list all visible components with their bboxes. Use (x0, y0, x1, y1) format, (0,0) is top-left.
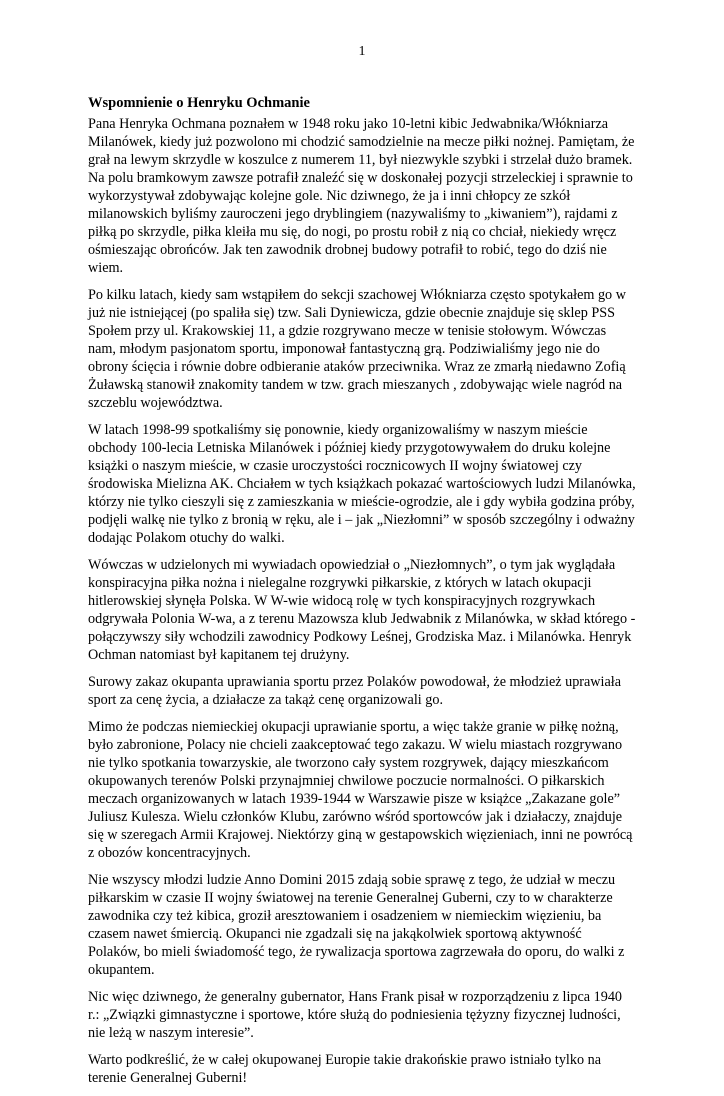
paragraph: Surowy zakaz okupanta uprawiania sportu przez Polaków powodował, że młodzież uprawiała sport za cenę życia, a działacze za takąż cenę organizowali go. (88, 674, 622, 708)
paragraph: Wówczas w udzielonych mi wywiadach opowiedział o „Niezłomnych”, o tym jak wyglądała konspiracyjna piłka nożna i nielegalne rozgrywki piłkarskie, z których w latach okupacji hitlerowskiej słynęła Polska. W W-wie widocą rolę w tych konspiracyjnych rozgrywkach odgrywała Polonia W-wa, a z terenu Mazowsza klub Jedwabnik z Milanówka, w skład którego - połączywszy siły wchodzili zawodnicy Podkowy Leśnej, Grodziska Maz. i Milanówka. Henryk Ochman natomiast był kapitanem tej drużyny. (88, 557, 636, 663)
paragraph: Nie wszyscy młodzi ludzie Anno Domini 2015 zdają sobie sprawę z tego, że udział w meczu piłkarskim w czasie II wojny światowej na terenie Generalnej Guberni, czy to w charakterze zawodnika czy też kibica, groził aresztowaniem i osadzeniem w niemieckim więzieniu, ba czasem nawet śmiercią. Okupanci nie zgadzali się na jakąkolwiek sportową aktywność Polaków, bo mieli świadomość tego, że rywalizacja sportowa zagrzewała do oporu, do walki z okupantem. (88, 872, 625, 978)
page-number: 1 (358, 44, 366, 59)
paragraph: W latach 1998-99 spotkaliśmy się ponownie, kiedy organizowaliśmy w naszym mieście obchody 100-lecia Letniska Milanówek i później kiedy przygotowywałem do druku kolejne książki o naszym mieście, w czasie uroczystości rocznicowych II wojny światowej czy środowiska Mielizna AK. Chciałem w tych książkach pokazać wartościowych ludzi Milanówka, którzy nie tylko cieszyli się z zamieszkania w mieście-ogrodzie, ale i gdy wybiła godzina próby, podjęli walkę nie tylko z bronią w ręku, ale i – jak „Niezłomni” w sposób szczególny i odważny dodając Polakom otuchy do walki. (88, 422, 636, 546)
paragraph: Warto podkreślić, że w całej okupowanej Europie takie drakońskie prawo istniało tylko na terenie Generalnej Guberni! (88, 1052, 601, 1086)
document-title: Wspomnienie o Henryku Ochmanie (88, 95, 310, 111)
paragraph: Nic więc dziwnego, że generalny gubernator, Hans Frank pisał w rozporządzeniu z lipca 1940 r.: „Związki gimnastyczne i sportowe, które służą do podniesienia tężyzny fizycznej ludności, nie leżą w naszym interesie”. (88, 989, 623, 1041)
document-body (88, 94, 636, 1096)
paragraph: Po kilku latach, kiedy sam wstąpiłem do sekcji szachowej Włókniarza często spotykałem go w już nie istniejącej (po spaliła się) tzw. Sali Dyniewicza, gdzie obecnie znajduje się sklep PSS Społem przy ul. Krakowskiej 11, a gdzie rozgrywano mecze w tenisie stołowym. Wówczas nam, młodym pasjonatom sportu, imponował fantastyczną grą. Podziwialiśmy jego nie do obrony ścięcia i równie dobre odbieranie ataków przeciwnika. Wraz ze zmarłą niedawno Zofią Żuławską stanowił znakomity tandem w tzw. grach mieszanych , zdobywając wiele nagród na szczeblu województwa. (88, 287, 626, 411)
paragraph: Mimo że podczas niemieckiej okupacji uprawianie sportu, a więc także granie w piłkę nożną, było zabronione, Polacy nie chcieli zaakceptować tego zakazu. W wielu miastach rozgrywano nie tylko spotkania towarzyskie, ale tworzono cały system rozgrywek, dający mieszkańcom okupowanych terenów Polski przynajmniej chwilowe poczucie normalności. O piłkarskich meczach organizowanych w latach 1939-1944 w Warszawie pisze w książce „Zakazane gole” Juliusz Kulesza. Wielu członków Klubu, zarówno wśród sportowców jak i działaczy, znajduje się w szeregach Armii Krajowej. Niektórzy giną w gestapowskich więzieniach, inni ne powrócą z obozów koncentracyjnych. (88, 719, 633, 861)
paragraph: Pana Henryka Ochmana poznałem w 1948 roku jako 10-letni kibic Jedwabnika/Włókniarza Milanówek, kiedy już pozwolono mi chodzić samodzielnie na mecze piłki nożnej. Pamiętam, że grał na lewym skrzydle w koszulce z numerem 11, był niezwykle szybki i strzelał dużo bramek. Na polu bramkowym zawsze potrafił znaleźć się w doskonałej pozycji strzeleckiej i sprawnie to wykorzystywał zdobywając kolejne gole. Nic dziwnego, że ja i inni chłopcy ze szkół milanowskich byliśmy zauroczeni jego dryblingiem (nazywaliśmy to „kiwaniem”), rajdami z piłką po skrzydle, piłka kleiła mu się, do nogi, po prostu robił z nią co chciał, niekiedy wręcz ośmieszając obrońców. Jak ten zawodnik drobnej budowy potrafił to robić, tego do dziś nie wiem. (88, 116, 635, 276)
